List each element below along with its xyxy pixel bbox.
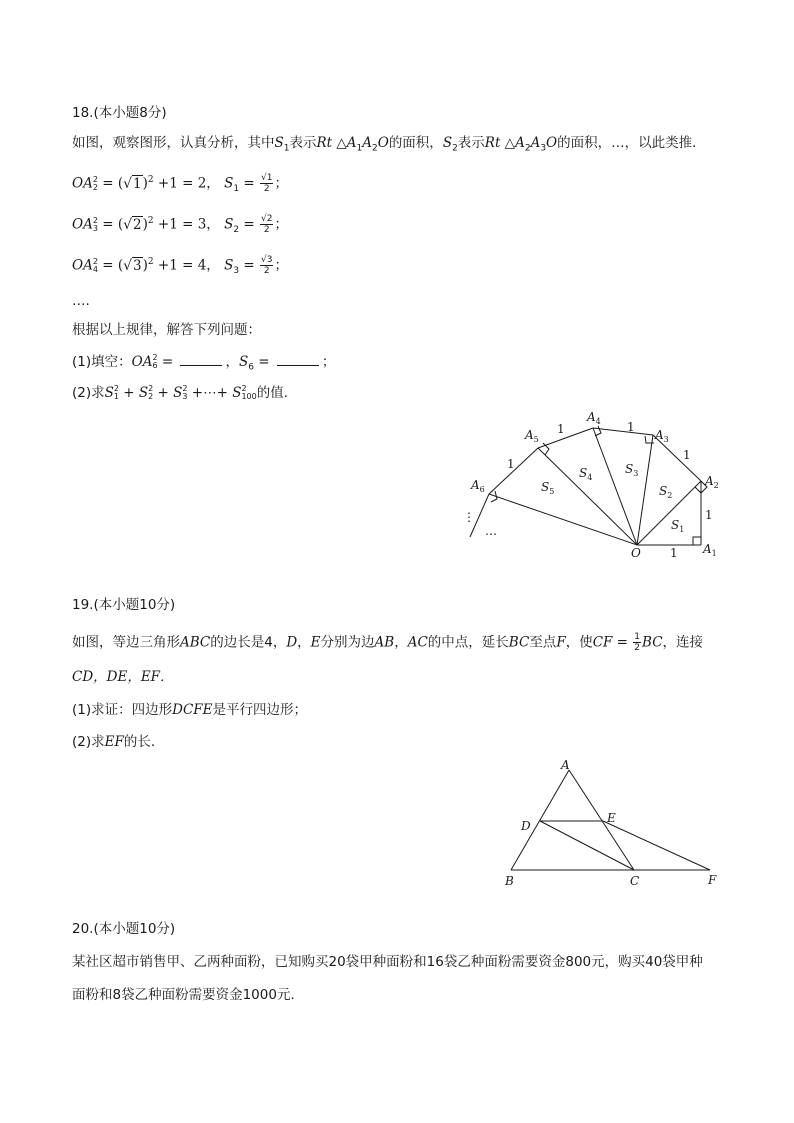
q19-line-2: CD，DE，EF． xyxy=(72,669,174,685)
label-f: F xyxy=(708,873,717,887)
label-a1: $A_1$ xyxy=(703,542,717,558)
q19-part-1: (1)求证：四边形DCFE是平行四边形； xyxy=(72,702,307,718)
label-s1: $S_1$ xyxy=(671,518,685,534)
label-a6: $A_6$ xyxy=(471,478,485,494)
q19-header: 19.(本小题10分) xyxy=(72,597,176,613)
label-e: E xyxy=(607,811,616,825)
q18-ellipsis: …. xyxy=(72,293,90,309)
label-one-a2a3: 1 xyxy=(683,448,691,462)
side-a3-a4 xyxy=(593,428,653,435)
side-o-a6 xyxy=(489,494,637,545)
side-ab xyxy=(511,770,569,870)
side-a5-a6 xyxy=(489,448,538,494)
q20-line-2: 面粉和8袋乙种面粉需要资金1000元． xyxy=(72,987,304,1003)
q20-header: 20.(本小题10分) xyxy=(72,921,176,937)
label-s5: $S_5$ xyxy=(541,480,555,496)
side-o-a4 xyxy=(593,428,637,545)
side-ac xyxy=(569,770,634,870)
q18-rule-line: 根据以上规律，解答下列问题： xyxy=(72,322,261,338)
label-a4: $A_4$ xyxy=(587,410,601,426)
label-s2: $S_2$ xyxy=(659,484,673,500)
label-one-a4a5: 1 xyxy=(557,422,565,436)
label-a: A xyxy=(561,758,570,772)
side-o-a5 xyxy=(538,448,637,545)
q19-triangle-figure xyxy=(495,752,730,894)
q20-line-1: 某社区超市销售甲、乙两种面粉，已知购买20袋甲种面粉和16袋乙种面粉需要资金800元，购买40袋甲种 xyxy=(72,954,703,970)
label-a2: $A_2$ xyxy=(705,474,719,490)
label-one-a3a4: 1 xyxy=(627,420,635,434)
q18-part-2: (2)求S 2 1 + S 2 2 + S 2 3 +⋯+ S 2 100 的值． xyxy=(72,384,298,401)
label-one-bottom: 1 xyxy=(670,546,678,560)
label-o: O xyxy=(631,546,641,560)
label-b: B xyxy=(505,874,514,888)
answer-blank-1[interactable] xyxy=(180,353,222,366)
q19-part-2: (2)求EF的长． xyxy=(72,734,165,750)
right-angle-a1 xyxy=(693,537,701,545)
q18-header: 18.(本小题8分) xyxy=(72,105,167,121)
label-one-right: 1 xyxy=(705,508,713,522)
right-angle-a6 xyxy=(491,491,497,502)
q19-line-1: 如图，等边三角形ABC的边长是4，D，E分别为边AB，AC的中点，延长BC至点F，使CF = $\frac{1}{2}$ BC，连接 xyxy=(72,632,704,653)
side-o-a3 xyxy=(637,435,653,545)
label-vdots: ⋮ xyxy=(463,510,475,524)
q18-part-1: (1)填空：OA 2 6 = ，$S_6$ = ； xyxy=(72,353,336,373)
label-c: C xyxy=(630,874,640,888)
q18-equation-3: OA 2 4 = $(√3)^2 +1 = 4$， $S_3$ = $\frac{√3}{2}$ ； xyxy=(72,255,288,277)
label-d: D xyxy=(521,819,531,833)
q18-equation-2: OA 2 3 = $(√2)^2 +1 = 3$， $S_2$ = $\frac{√2}{2}$ ； xyxy=(72,214,288,236)
label-s3: $S_3$ xyxy=(625,462,639,478)
q18-spiral-figure xyxy=(455,405,745,570)
label-dots: … xyxy=(485,524,497,538)
answer-blank-2[interactable] xyxy=(277,353,319,366)
q18-equation-1: OA 2 2 = $(√1)^2 +1 = 2$， $S_1$ = $\frac{√1}{2}$ ； xyxy=(72,173,288,195)
label-a3: $A_3$ xyxy=(655,428,669,444)
q18-intro: 如图，观察图形，认真分析，其中$S_1$表示Rt $\triangle A_1A_2O$的面积，$S_2$表示Rt $\triangle A_2A_3O$的面积，…，以此类推． xyxy=(72,135,706,154)
label-a5: $A_5$ xyxy=(525,428,539,444)
label-one-a5a6: 1 xyxy=(507,457,515,471)
label-s4: $S_4$ xyxy=(579,466,593,482)
side-a4-a5 xyxy=(538,428,593,448)
